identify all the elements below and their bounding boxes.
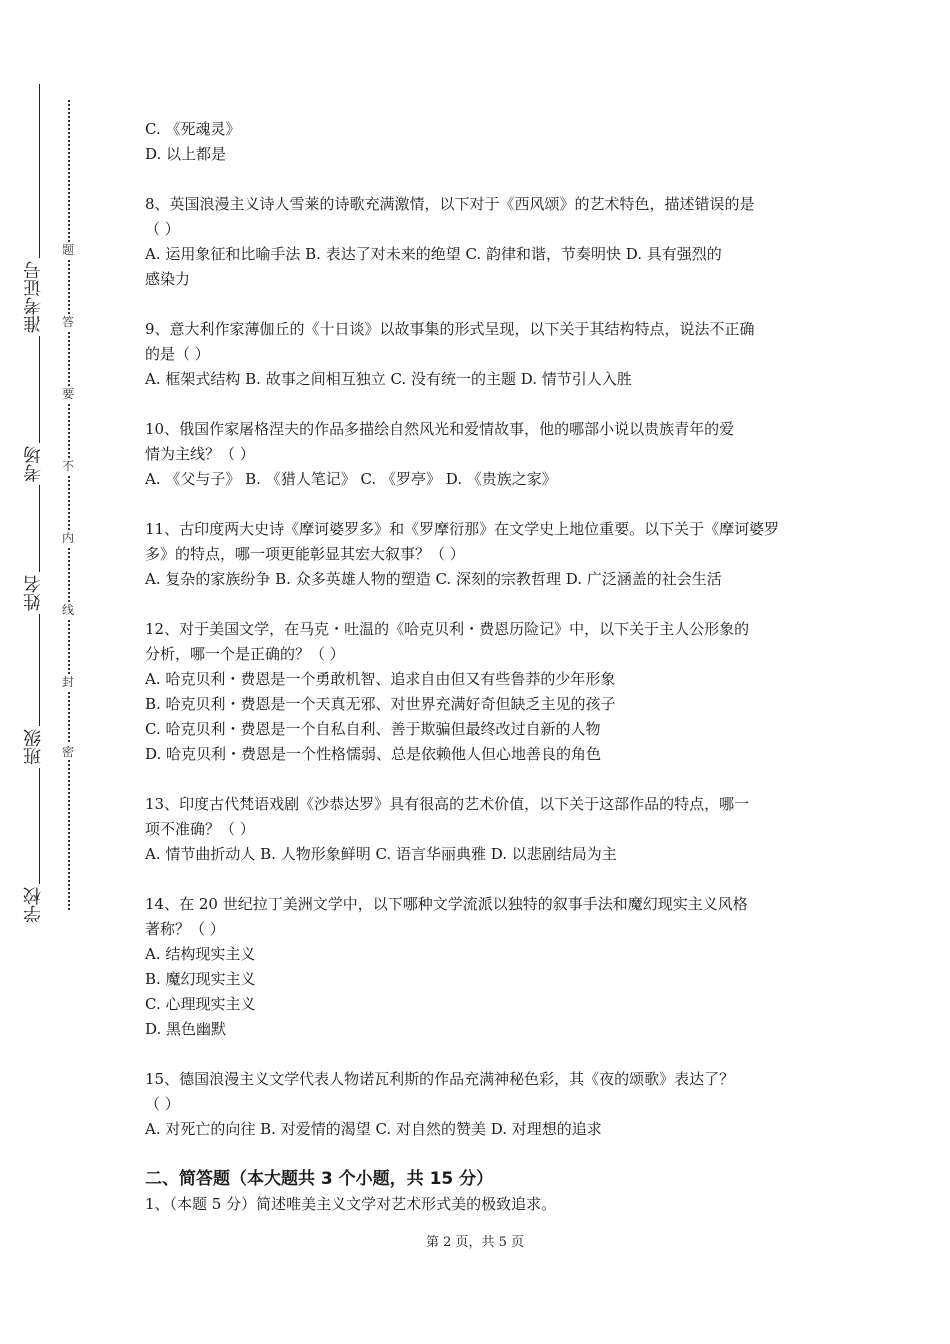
page-footer: 第 2 页，共 5 页: [425, 1235, 525, 1250]
question-stem: 13、印度古代梵语戏剧《沙恭达罗》具有很高的艺术价值，以下关于这部作品的特点，哪一: [145, 795, 750, 813]
question-10: [145, 417, 815, 492]
question-stem: 的是（ ）: [145, 345, 210, 363]
option-line: A. 《父与子》 B. 《猎人笔记》 C. 《罗亭》 D. 《贵族之家》: [145, 470, 557, 488]
seal-char: 内: [59, 530, 77, 546]
seal-char: 不: [59, 458, 77, 474]
option-line: D. 黑色幽默: [145, 1020, 227, 1038]
question-11: [145, 517, 815, 592]
question-stem: 12、对于美国文学，在马克・吐温的《哈克贝利・费恩历险记》中，以下关于主人公形象的: [145, 620, 750, 638]
seal-char: 密: [59, 744, 77, 760]
option-line: C. 心理现实主义: [145, 995, 256, 1013]
option-line: A. 复杂的家族纷争 B. 众多英雄人物的塑造 C. 深刻的宗教哲理 D. 广泛涵盖的社会生活: [145, 570, 722, 588]
question-stem: 项不准确？（ ）: [145, 820, 255, 838]
option-line: A. 框架式结构 B. 故事之间相互独立 C. 没有统一的主题 D. 情节引人入胜: [145, 370, 632, 388]
school-label: 学校: [24, 884, 54, 926]
question-12: [145, 617, 815, 767]
option-line: D. 哈克贝利・费恩是一个性格懦弱、总是依赖他人但心地善良的角色: [145, 745, 602, 763]
seal-char: 答: [59, 314, 77, 330]
question-13: [145, 792, 815, 867]
option-line: C. 《死魂灵》: [145, 120, 241, 138]
option-line: B. 魔幻现实主义: [145, 970, 256, 988]
question-stem: 9、意大利作家薄伽丘的《十日谈》以故事集的形式呈现，以下关于其结构特点，说法不正确: [145, 320, 755, 338]
option-line: A. 结构现实主义: [145, 945, 256, 963]
option-line: A. 运用象征和比喻手法 B. 表达了对未来的绝望 C. 韵律和谐，节奏明快 D. 具有强烈的: [145, 245, 722, 263]
question-stem: 著称？（ ）: [145, 920, 225, 938]
question-stem: 情为主线？（ ）: [145, 445, 255, 463]
seal-char: 线: [59, 602, 77, 618]
question-stem: 分析，哪一个是正确的？（ ）: [145, 645, 345, 663]
question-stem: 14、在 20 世纪拉丁美洲文学中，以下哪种文学流派以独特的叙事手法和魔幻现实主义风格: [145, 895, 748, 913]
question-stem: 10、俄国作家屠格涅夫的作品多描绘自然风光和爱情故事，他的哪部小说以贵族青年的爱: [145, 420, 735, 438]
question-14: [145, 892, 815, 1042]
question-8: [145, 192, 815, 292]
option-line: A. 情节曲折动人 B. 人物形象鲜明 C. 语言华丽典雅 D. 以悲剧结局为主: [145, 845, 617, 863]
option-line: 感染力: [145, 270, 191, 288]
exam-content: [145, 117, 815, 1217]
question-stem: 8、英国浪漫主义诗人雪莱的诗歌充满激情，以下对于《西风颂》的艺术特色，描述错误的是: [145, 195, 755, 213]
question-stem: （ ）: [145, 1095, 180, 1113]
previous-question-options: [145, 117, 815, 167]
question-15: [145, 1067, 815, 1142]
seal-char: 要: [59, 386, 77, 402]
seal-char: 题: [59, 242, 77, 258]
question-stem: （ ）: [145, 220, 180, 238]
option-line: C. 哈克贝利・费恩是一个自私自利、善于欺骗但最终改过自新的人物: [145, 720, 601, 738]
name-label: 姓名: [24, 572, 54, 614]
exam-room-label: 考场: [24, 443, 54, 485]
question-stem: 11、古印度两大史诗《摩诃婆罗多》和《罗摩衍那》在文学史上地位重要。以下关于《摩诃婆罗: [145, 520, 780, 538]
binding-solid-line: [39, 84, 40, 914]
option-line: D. 以上都是: [145, 145, 227, 163]
option-line: A. 哈克贝利・费恩是一个勇敢机智、追求自由但又有些鲁莽的少年形象: [145, 670, 616, 688]
question-9: [145, 317, 815, 392]
exam-number-label: 准考证号: [24, 258, 54, 336]
section-title: 二、简答题（本大题共 3 个小题，共 15 分）: [145, 1169, 494, 1189]
question-stem: 15、德国浪漫主义文学代表人物诺瓦利斯的作品充满神秘色彩，其《夜的颂歌》表达了？: [145, 1070, 735, 1088]
class-label: 班级: [24, 726, 54, 768]
short-answer-question-1: 1、（本题 5 分）简述唯美主义文学对艺术形式美的极致追求。: [145, 1195, 557, 1213]
option-line: B. 哈克贝利・费恩是一个天真无邪、对世界充满好奇但缺乏主见的孩子: [145, 695, 616, 713]
seal-char: 封: [59, 674, 77, 690]
binding-dotted-line: [68, 100, 70, 910]
question-stem: 多》的特点，哪一项更能彰显其宏大叙事？（ ）: [145, 545, 465, 563]
option-line: A. 对死亡的向往 B. 对爱情的渴望 C. 对自然的赞美 D. 对理想的追求: [145, 1120, 602, 1138]
